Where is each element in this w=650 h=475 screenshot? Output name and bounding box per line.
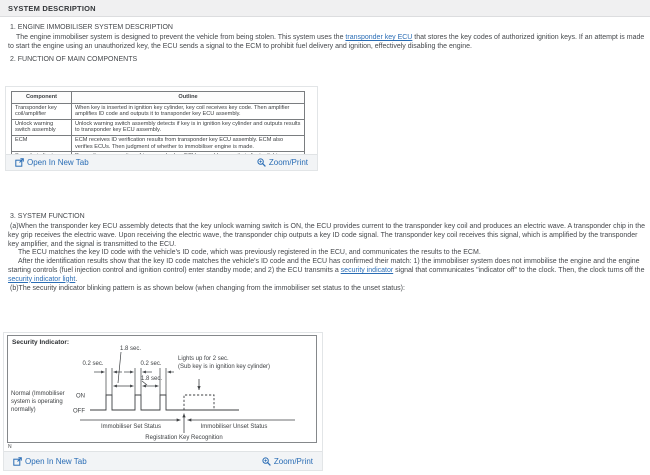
figure-widget-footer	[4, 451, 322, 470]
normal-label-line2: system is operating	[11, 399, 63, 405]
leader-line	[118, 352, 121, 383]
system-function-paragraph-a: (a)When the transponder key ECU assembly detects that the key unlock warning switch is ON, the ECU provides current to the transponder key coil and produces an electric wave. A transponder chip in the key grip receives the electric wave. Upon receiving the electric wave, the transponder chip outputs a key ID code signal. The transponder key coil receives this signal, which is amplified by the transponder key amplifier, and the signal is transmitted to the ECU.	[8, 223, 645, 248]
table-row	[12, 135, 305, 151]
open-in-new-tab-icon	[13, 457, 22, 466]
paragraph-text: signal that communicates "indicator off" to the clock. Then, the clock turns off the	[393, 266, 645, 274]
section3-heading: 3. SYSTEM FUNCTION	[10, 213, 85, 220]
paragraph-text: After the identification results show that the key ID code matches the vehicle's ID code and the ECU has confirmed their match: 1) the immobiliser system does not immobilise the engine and the engine starting controls (fuel injection control and ignition control) enter standby mode; and 2) the ECU transmits a	[8, 258, 640, 274]
open-in-new-tab-icon	[15, 158, 24, 167]
figure-note: N	[8, 444, 12, 450]
dim-label-18-mid: 1.8 sec.	[141, 376, 163, 382]
transponder-key-ecu-link[interactable]: transponder key ECU	[345, 34, 413, 41]
outline-cell: When key is inserted in ignition key cylinder, key coil receives key code. Then amplifier amplifies ID code and outputs it to transponder key ECU assembly.	[72, 103, 305, 119]
security-indicator-link[interactable]: security indicator	[340, 266, 394, 274]
column-header-component: Component	[12, 92, 72, 104]
system-function-paragraph-c	[8, 258, 647, 284]
set-status-label: Immobiliser Set Status	[100, 424, 162, 430]
zoom-print-label: Zoom/Print	[273, 456, 313, 466]
blinking-pattern-diagram	[8, 336, 316, 442]
system-function-text	[8, 223, 647, 293]
figure-title: Security Indicator:	[12, 339, 70, 346]
column-header-outline: Outline	[72, 92, 305, 104]
dashed-pulse	[184, 395, 214, 410]
paragraph-text: that stores the key codes of authorized ignition keys. If an attempt is made to start the engine using an unauthorized key, the ECU sends a signal to the ECM to prohibit fuel delivery and ignition, effectively disabling the engine.	[8, 34, 645, 50]
section1-heading: 1. ENGINE IMMOBILISER SYSTEM DESCRIPTION	[10, 24, 173, 31]
open-in-new-tab-label: Open In New Tab	[27, 158, 89, 167]
security-indicator-figure-widget	[3, 332, 323, 471]
system-function-paragraph-d: (b)The security indicator blinking pattern is as shown below (when changing from the immobiliser set status to the unset status):	[10, 284, 405, 292]
outline-cell: ECM receives ID verification results from transponder key ECU assembly. ECM also verifies ECUs. Then judgment of whether to immobiliser engine is made.	[72, 135, 305, 151]
page-title: SYSTEM DESCRIPTION	[8, 3, 96, 13]
zoom-print-label: Zoom/Print	[268, 158, 308, 167]
table-widget-footer	[6, 154, 317, 170]
paragraph-text: .	[75, 275, 78, 283]
dim-label-18-top: 1.8 sec.	[120, 346, 142, 352]
component-cell: ECM	[12, 135, 72, 151]
security-indicator-figure	[7, 335, 317, 443]
dim-label-02-left: 0.2 sec.	[82, 361, 104, 367]
lights-up-label-line1: Lights up for 2 sec.	[178, 356, 229, 362]
on-label: ON	[76, 393, 85, 400]
outline-cell: Unlock warning switch assembly detects if key is in ignition key cylinder and outputs results to transponder key ECU assembly.	[72, 119, 305, 135]
waveform-line	[90, 395, 239, 410]
zoom-icon	[262, 457, 271, 466]
system-function-paragraph-b: The ECU matches the key ID code with the vehicle's ID code, which was previously registered in the ECU, and communicates the results to the ECM.	[18, 249, 481, 257]
dim-label-02-mid: 0.2 sec.	[140, 361, 162, 367]
normal-label-line3: normally)	[11, 407, 36, 413]
immobiliser-description-paragraph	[8, 34, 646, 52]
open-in-new-tab-link[interactable]	[15, 158, 89, 167]
zoom-icon	[257, 158, 266, 167]
off-label: OFF	[73, 408, 85, 415]
registration-label: Registration Key Recognition	[145, 435, 223, 441]
paragraph-text: The engine immobiliser system is designed to prevent the vehicle from being stolen. This system uses the	[16, 34, 346, 41]
zoom-print-link[interactable]	[262, 457, 313, 466]
open-in-new-tab-label: Open In New Tab	[25, 456, 87, 466]
table-header-row	[12, 92, 305, 104]
zoom-print-link[interactable]	[257, 158, 308, 167]
table-row	[12, 119, 305, 135]
lights-up-label-line2: (Sub key is in ignition key cylinder)	[178, 364, 271, 370]
page-header	[0, 0, 650, 17]
section2-heading: 2. FUNCTION OF MAIN COMPONENTS	[10, 56, 138, 63]
open-in-new-tab-link[interactable]	[13, 457, 87, 466]
component-cell: Unlock warning switch assembly	[12, 119, 72, 135]
normal-label-line1: Normal (Immobiliser	[11, 391, 65, 397]
components-table-widget	[5, 86, 318, 171]
unset-status-label: Immobiliser Unset Status	[200, 424, 268, 430]
component-cell: Transponder key coil/amplifier	[12, 103, 72, 119]
security-indicator-light-link[interactable]: security indicator light	[8, 275, 76, 283]
table-row	[12, 103, 305, 119]
